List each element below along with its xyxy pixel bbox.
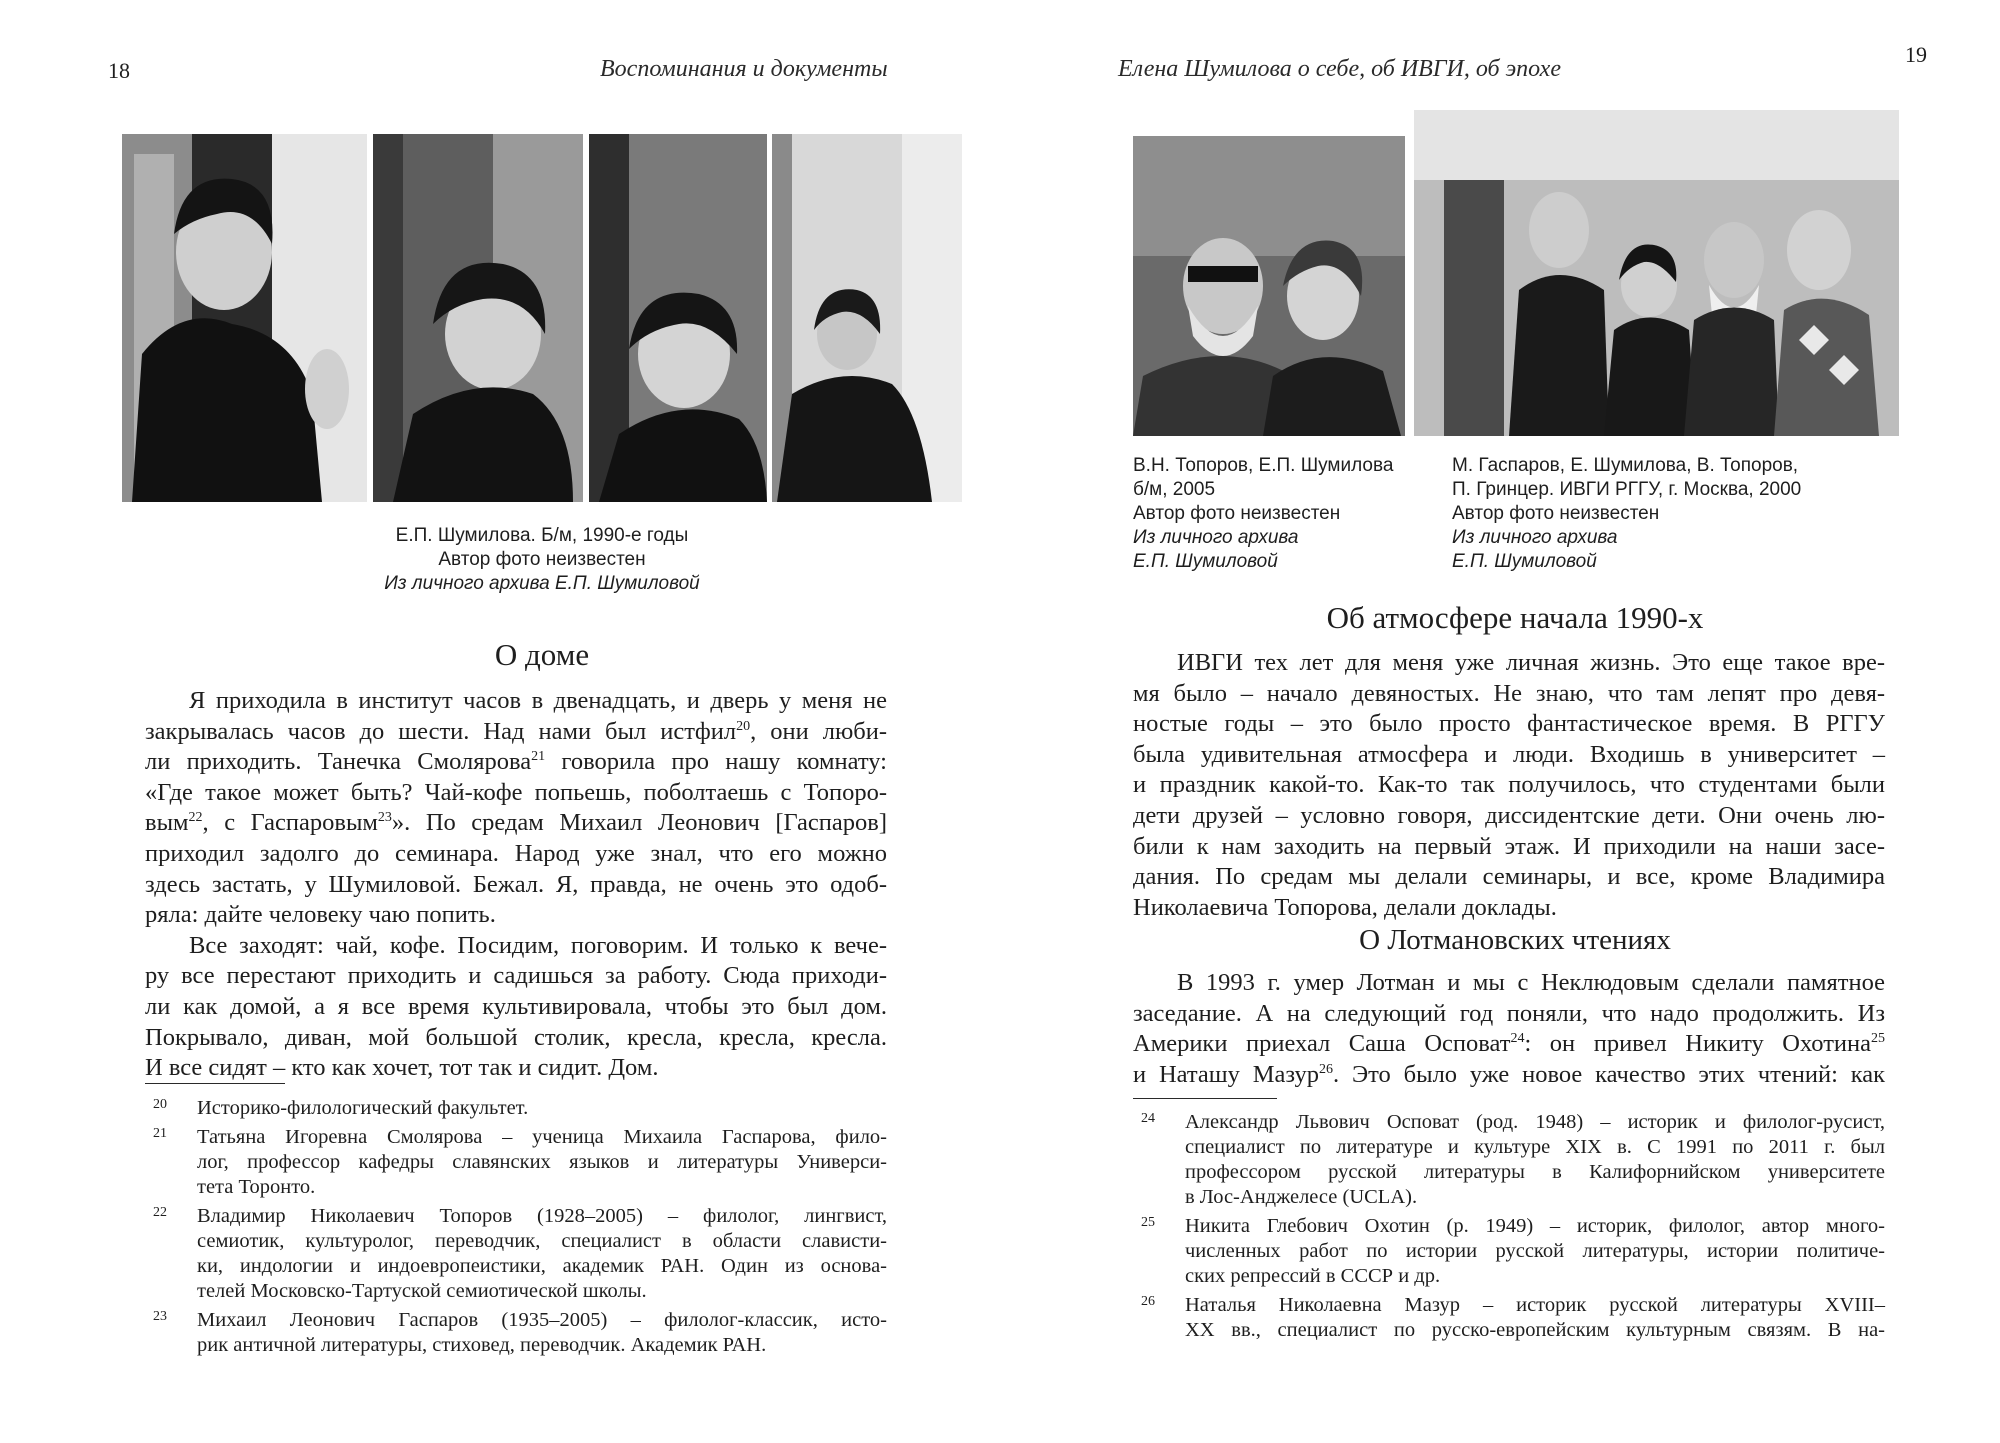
footnote-number: 24 (1141, 1111, 1155, 1126)
footnotes (1133, 1110, 1885, 1347)
photo-group-ivgi (1414, 110, 1899, 436)
footnote-24 (1133, 1110, 1885, 1210)
footnote-line: рик античной литературы, стиховед, переводчик. Академик РАН. (197, 1334, 767, 1356)
footnote-number: 20 (153, 1097, 167, 1112)
portrait-photo-1 (122, 134, 367, 502)
photo-toporov-shumilova (1133, 136, 1405, 436)
footnote-rule (1133, 1098, 1277, 1099)
running-head: Елена Шумилова о себе, об ИВГИ, об эпохе (1118, 56, 1561, 82)
footnote-line: XX вв., специалист по русско-европейским культурным связям. В на- (1185, 1319, 1885, 1341)
footnote-line: профессором русской литературы в Калифорнийском университете (1185, 1161, 1885, 1183)
text-line: и Наташу Мазур$^{26}$. Это было уже новое качество этих чтений: как (1133, 1060, 1886, 1088)
footnotes (145, 1096, 887, 1362)
footnote-ref[interactable]: 26 (1319, 1061, 1334, 1077)
caption-line: Е.П. Шумиловой (1452, 551, 1597, 572)
footnote-number: 26 (1141, 1294, 1155, 1309)
footnote-23 (145, 1308, 887, 1358)
footnote-number: 21 (153, 1126, 167, 1141)
footnote-line: телей Московско-Тартуской семиотической школы. (197, 1280, 647, 1302)
photo-caption (122, 524, 962, 596)
caption-line: Из личного архива (1133, 527, 1299, 548)
portrait-photo-4 (772, 134, 962, 502)
text-line: закрывалась часов до шести. Над нами был истфил$^{20}$, они люби- (145, 717, 887, 745)
caption-line: Автор фото неизвестен (1133, 503, 1341, 524)
text-line: здесь застать, у Шумиловой. Бежал. Я, правда, не очень это одоб- (145, 870, 887, 898)
caption-line: б/м, 2005 (1133, 479, 1216, 500)
section-title-atmosphere: Об атмосфере начала 1990-х (1326, 600, 1704, 635)
caption-line: М. Гаспаров, Е. Шумилова, В. Топоров, (1452, 455, 1799, 476)
text-line: ностые годы – это было просто фантастическое время. В РГГУ (1133, 710, 1885, 738)
section-title: О доме (494, 637, 590, 672)
text-line: Я приходила в институт часов в двенадцать, и дверь у меня не (189, 687, 887, 714)
text-line: вым$^{22}$, с Гаспаровым$^{23}$». По средам Михаил Леонович [Гаспаров] (145, 809, 888, 837)
footnote-line: лог, профессор кафедры славянских языков и литературы Универси- (197, 1151, 887, 1173)
text-line: «Где такое может быть? Чай-кофе попьешь, поболтаешь с Топоро- (145, 778, 887, 806)
text-line: И все сидят – кто как хочет, тот так и сидит. Дом. (145, 1054, 659, 1082)
footnote-line: тета Торонто. (197, 1176, 316, 1198)
footnote-26 (1133, 1293, 1885, 1343)
running-head: Воспоминания и документы (600, 56, 888, 82)
footnote-line: численных работ по истории русской литературы, истории политиче- (1185, 1240, 1885, 1262)
text-line: ли как домой, а я все время культивировала, чтобы это был дом. (145, 992, 887, 1020)
footnote-ref[interactable]: 25 (1871, 1031, 1885, 1047)
footnote-line: в Лос-Анджелесе (UCLA). (1185, 1186, 1418, 1208)
text-line: приходил задолго до семинара. Народ уже знал, что его можно (145, 839, 887, 867)
footnote-line: Александр Львович Осповат (род. 1948) – историк и филолог-русист, (1185, 1111, 1885, 1133)
footnote-line: специалист по литературе и культуре XIX в. С 1991 по 2011 г. был (1185, 1136, 1885, 1158)
footnote-number: 22 (153, 1205, 167, 1220)
text-line: ли приходить. Танечка Смолярова$^{21}$ говорила про нашу комнату: (145, 748, 887, 776)
footnote-25 (1133, 1214, 1885, 1289)
text-line: ИВГИ тех лет для меня уже личная жизнь. Это еще такое вре- (1177, 649, 1885, 676)
section-title-lotman: О Лотмановских чтениях (1359, 924, 1671, 956)
text-line: была удивительная атмосфера и люди. Входишь в университет – (1133, 740, 1885, 768)
footnote-line: ских репрессий в СССР и др. (1185, 1265, 1441, 1287)
caption-line: Из личного архива Е.П. Шумиловой (384, 573, 700, 594)
text-line: Америки приехал Саша Осповат$^{24}$: он привел Никиту Охотина$^{25}$ (1133, 1030, 1885, 1058)
footnote-rule (145, 1083, 285, 1084)
caption-line: Автор фото неизвестен (1452, 503, 1660, 524)
footnote-line: Владимир Николаевич Топоров (1928–2005) – филолог, лингвист, (197, 1205, 887, 1227)
page-number: 18 (108, 58, 130, 83)
body-text-lotman (1133, 968, 1885, 1090)
footnote-ref[interactable]: 21 (531, 749, 546, 765)
footnote-line: Никита Глебович Охотин (р. 1949) – историк, филолог, автор много- (1185, 1215, 1885, 1237)
footnote-line: Михаил Леонович Гаспаров (1935–2005) – филолог-классик, исто- (197, 1309, 887, 1331)
footnote-line: семиотик, культуролог, переводчик, специалист в области слависти- (197, 1230, 887, 1252)
text-line: били к нам заходить на первый этаж. И приходили на наши засе- (1133, 832, 1885, 860)
footnote-ref[interactable]: 23 (377, 810, 392, 826)
footnote-line: Наталья Николаевна Мазур – историк русской литературы XVIII– (1185, 1294, 1885, 1316)
portrait-photo-3 (589, 134, 767, 502)
caption-line: Е.П. Шумиловой (1133, 551, 1278, 572)
caption-line: В.Н. Топоров, Е.П. Шумилова (1133, 455, 1394, 476)
page-number: 19 (1905, 42, 1927, 67)
footnote-ref[interactable]: 22 (188, 810, 203, 826)
text-line: Николаевича Топорова, делали доклады. (1133, 893, 1557, 921)
footnote-22 (145, 1204, 887, 1304)
photo-caption-right (1452, 454, 1892, 574)
footnote-20 (145, 1096, 887, 1121)
caption-line: Е.П. Шумилова. Б/м, 1990-е годы (395, 525, 689, 546)
footnote-line: Историко-филологический факультет. (197, 1097, 529, 1119)
footnote-21 (145, 1125, 887, 1200)
footnote-ref[interactable]: 20 (736, 718, 751, 734)
caption-line: Из личного архива (1452, 527, 1618, 548)
footnote-ref[interactable]: 24 (1510, 1031, 1525, 1047)
text-line: ряла: дайте человеку чаю попить. (145, 901, 496, 929)
right-page (1000, 0, 2000, 1443)
portrait-photo-2 (373, 134, 583, 502)
footnote-number: 25 (1141, 1215, 1155, 1230)
text-line: дети друзей – условно говоря, диссидентские дети. Они очень лю- (1133, 801, 1885, 829)
footnote-line: ки, индологии и индоевропеистики, академик РАН. Один из основа- (197, 1255, 887, 1277)
text-line: дания. По средам мы делали семинары, и все, кроме Владимира (1133, 863, 1885, 891)
text-line: Все заходят: чай, кофе. Посидим, поговорим. И только к вече- (189, 931, 887, 959)
text-line: В 1993 г. умер Лотман и мы с Неклюдовым сделали памятное (1177, 969, 1885, 996)
body-text (145, 686, 887, 1084)
footnote-number: 23 (153, 1309, 167, 1324)
caption-line: П. Гринцер. ИВГИ РГГУ, г. Москва, 2000 (1452, 479, 1802, 500)
caption-line: Автор фото неизвестен (438, 549, 646, 570)
text-line: ру все перестают приходить и садишься за работу. Сюда приходи- (145, 962, 887, 990)
text-line: мя было – начало девяностых. Не знаю, что там лепят про девя- (1133, 679, 1885, 707)
footnote-line: Татьяна Игоревна Смолярова – ученица Михаила Гаспарова, фило- (197, 1126, 887, 1148)
text-line: заседание. А на следующий год поняли, что надо продолжить. Из (1133, 999, 1885, 1027)
text-line: и праздник какой-то. Как-то так получилось, что студентами были (1133, 771, 1885, 799)
photo-caption-left (1133, 454, 1405, 574)
text-line: Покрывало, диван, мой большой столик, кресла, кресла, кресла. (145, 1023, 887, 1051)
body-text-atmosphere (1133, 648, 1885, 923)
